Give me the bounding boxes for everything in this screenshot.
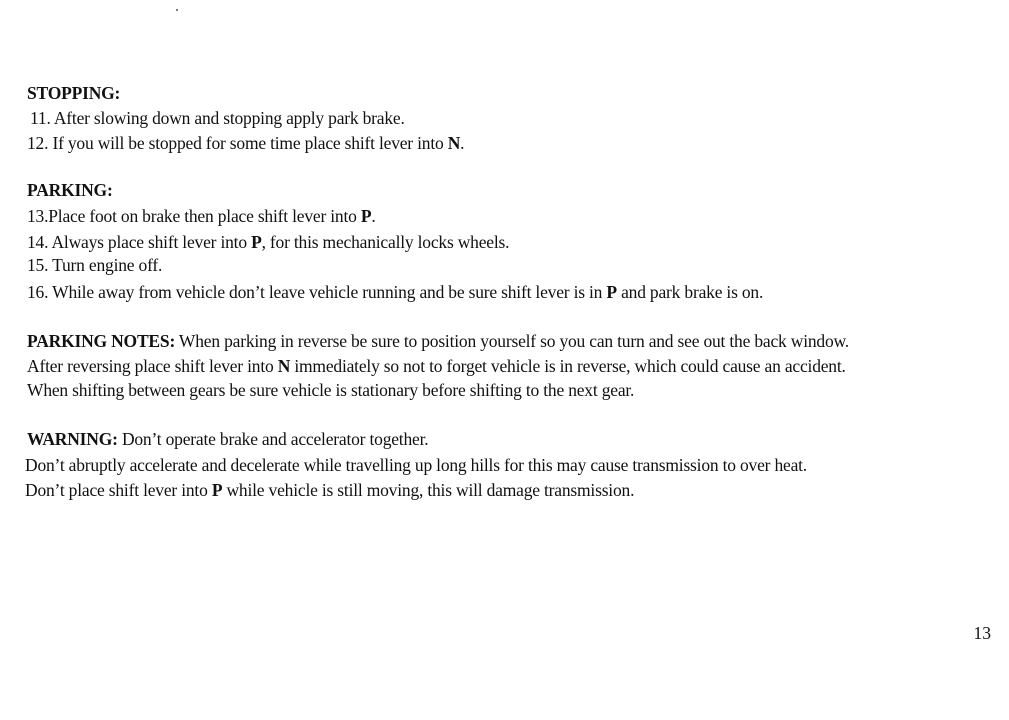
parking-item-16	[27, 281, 763, 303]
stopping-item-11: 11. After slowing down and stopping apply park brake.	[30, 108, 405, 128]
warning-line-3	[25, 479, 634, 501]
parking-notes-line-1	[27, 330, 849, 352]
parking-item-15: 15. Turn engine off.	[27, 255, 163, 275]
parking-item-13	[27, 205, 376, 227]
page-number: 13	[973, 623, 991, 643]
warning-line-1	[27, 428, 428, 450]
item-text: 14. Always place shift lever into	[27, 232, 252, 252]
gear-letter: P	[360, 206, 372, 226]
note-text: After reversing place shift lever into	[27, 356, 278, 376]
item-text: 12. If you will be stopped for some time place shift lever into	[27, 133, 448, 153]
gear-letter: P	[251, 232, 262, 252]
item-text: , for this mechanically locks wheels.	[261, 232, 510, 252]
item-text: .	[371, 206, 376, 226]
item-text: 13.Place foot on brake then place shift lever into	[27, 206, 361, 226]
item-text: and park brake is on.	[616, 282, 764, 302]
parking-notes-line-3: When shifting between gears be sure vehicle is stationary before shifting to the next gear.	[27, 380, 635, 400]
parking-heading: PARKING:	[27, 180, 113, 200]
stopping-heading: STOPPING:	[27, 83, 121, 103]
warning-text: Don’t operate brake and accelerator together.	[117, 429, 429, 449]
scan-speck	[176, 9, 178, 11]
parking-notes-label: PARKING NOTES:	[27, 331, 176, 351]
warning-label: WARNING:	[27, 429, 118, 449]
warning-line-2: Don’t abruptly accelerate and decelerate while travelling up long hills for this may cause transmission to over heat.	[25, 455, 807, 475]
item-text: 16. While away from vehicle don’t leave vehicle running and be sure shift lever is in	[27, 282, 607, 302]
stopping-item-12	[27, 132, 464, 154]
note-text: immediately so not to forget vehicle is in reverse, which could cause an accident.	[290, 356, 846, 376]
gear-letter: N	[447, 133, 461, 153]
gear-letter: N	[277, 356, 291, 376]
gear-letter: P	[606, 282, 617, 302]
item-text: .	[460, 133, 465, 153]
parking-notes-line-2	[27, 355, 846, 377]
note-text: When parking in reverse be sure to position yourself so you can turn and see out the back window.	[175, 331, 849, 351]
gear-letter: P	[211, 480, 223, 500]
warning-text: while vehicle is still moving, this will damage transmission.	[222, 480, 635, 500]
parking-item-14	[27, 231, 509, 253]
warning-text: Don’t place shift lever into	[25, 480, 212, 500]
